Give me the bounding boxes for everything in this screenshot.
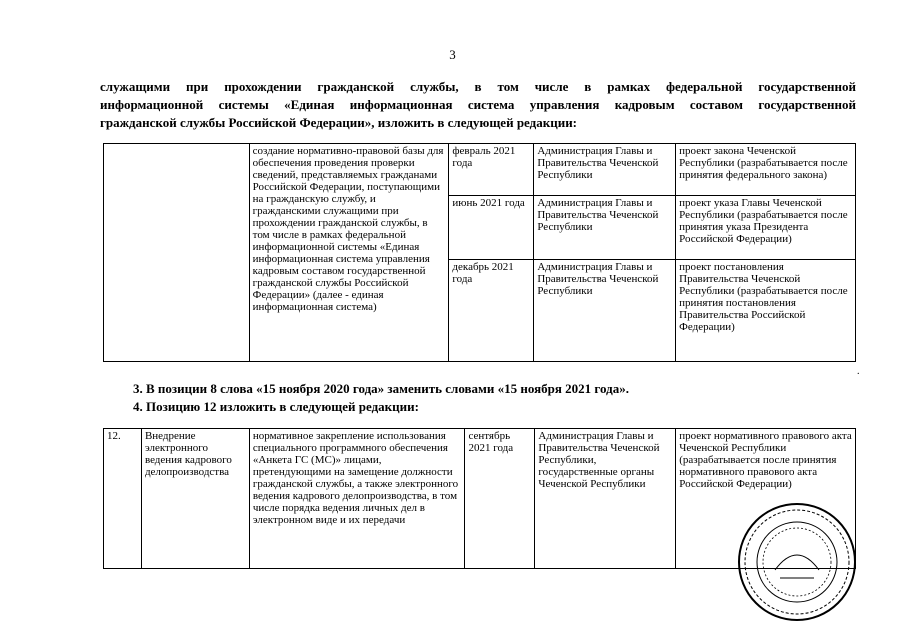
deadline-cell: сентябрь 2021 года (465, 429, 535, 569)
executor-cell: Администрация Главы и Правительства Чеченской Республики, государственные органы Чеченской Республики (535, 429, 676, 569)
item-3-text: 3. В позиции 8 слова «15 ноября 2020 года» заменить словами «15 ноября 2021 года». (133, 381, 629, 396)
deadline-cell: декабрь 2021 года (449, 260, 534, 362)
executor-cell: Администрация Главы и Правительства Чеченской Республики (534, 196, 676, 260)
intro-line: информационной системы «Единая информационная система управления кадровым составом государственной (100, 97, 856, 112)
executor-cell: Администрация Главы и Правительства Чеченской Республики (534, 144, 676, 196)
executor-cell: Администрация Главы и Правительства Чеченской Республики (534, 260, 676, 362)
page-number: 3 (449, 47, 456, 62)
intro-paragraph (100, 78, 856, 132)
official-seal-stamp (735, 500, 860, 625)
measure-description: создание нормативно-правовой базы для обеспечения проведения проверки сведений, представляемых гражданами Российской Федерации, поступающими на гражданскую службу, и гражданскими служащими при прохождении гражданской службы, в том числе в рамках федеральной информационной системы «Единая информационная система управления кадровым составом государственной гражданской службы Российской Федерации» (далее - единая информационная система) (249, 144, 449, 362)
position-title: Внедрение электронного ведения кадрового делопроизводства (141, 429, 249, 569)
empty-cell (104, 144, 250, 362)
deadline-cell: февраль 2021 года (449, 144, 534, 196)
result-cell: проект постановления Правительства Чеченской Республики (разрабатывается после принятия постановления Правительства Российской Федерации) (676, 260, 856, 362)
result-cell: проект указа Главы Чеченской Республики (разрабатывается после принятия указа Президента Российской Федерации) (676, 196, 856, 260)
positions-table-1 (103, 143, 856, 362)
intro-line: служащими при прохождении гражданской службы, в том числе в рамках федеральной государственной (100, 79, 856, 94)
result-cell: проект нормативного правового акта Чеченской Республики (разрабатывается после принятия нормативного правового акта Российской Федерации) (676, 429, 856, 569)
measure-description: нормативное закрепление использования специального программного обеспечения «Анкета ГС (МС)» лицами, претендующими на замещение должности гражданской службы, а также электронного ведения кадрового делопроизводства, в том числе порядка ведения личных дел в электронном виде и их передачи (249, 429, 465, 569)
deadline-cell: июнь 2021 года (449, 196, 534, 260)
result-cell: проект закона Чеченской Республики (разрабатывается после принятия федерального закона) (676, 144, 856, 196)
item-4-text: 4. Позицию 12 изложить в следующей редакции: (133, 399, 419, 414)
intro-line: гражданской службы Российской Федерации», изложить в следующей редакции: (100, 115, 578, 130)
position-number: 12. (104, 429, 142, 569)
bullet-mark: . (857, 366, 860, 377)
